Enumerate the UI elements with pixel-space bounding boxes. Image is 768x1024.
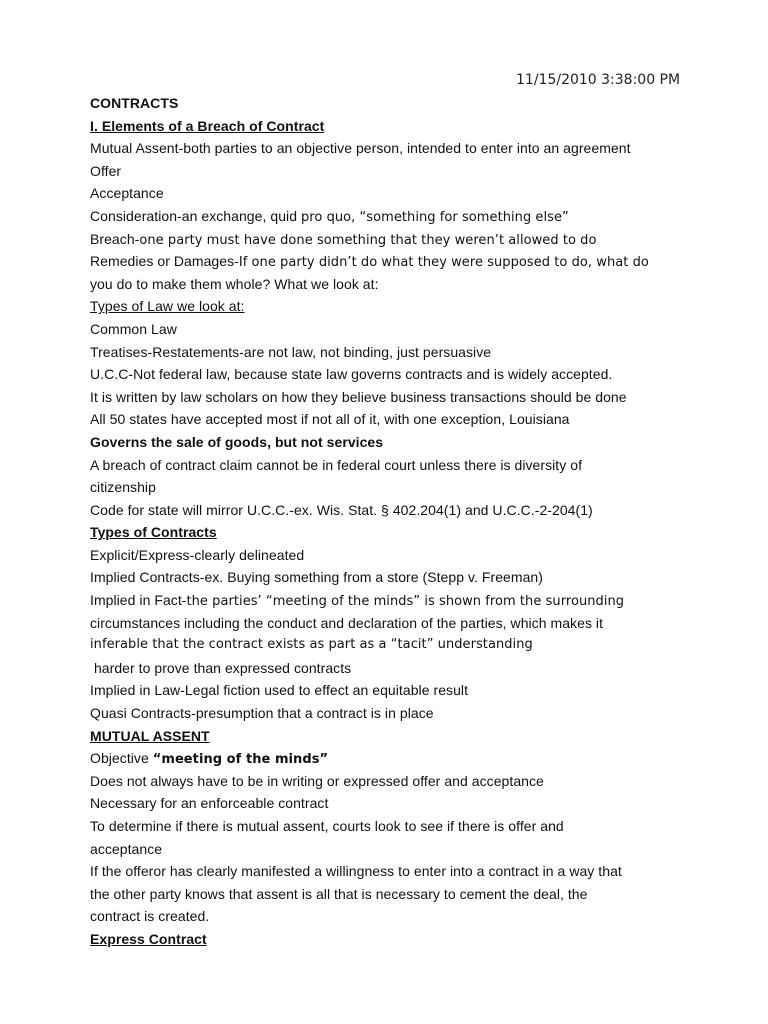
text-segment: Implied in Fact-	[90, 592, 187, 609]
text-segment: Remedies or Damages-	[90, 253, 239, 270]
text-segment-alt-font: pro quo, “something for something else”	[300, 209, 569, 225]
text-line: contract is created.	[90, 908, 210, 925]
document-body	[90, 92, 730, 951]
text-line: Implied in Law-Legal fiction used to effect an equitable result	[90, 682, 469, 699]
text-line: Implied Contracts-ex. Buying something from a store (Stepp v. Freeman)	[90, 569, 543, 586]
text-line: Common Law	[90, 320, 177, 337]
text-line: the other party knows that assent is all that is necessary to cement the deal, the	[90, 885, 588, 902]
text-line: Treatises-Restatements-are not law, not binding, just persuasive	[90, 343, 492, 360]
text-line: acceptance	[90, 840, 163, 857]
text-segment: Breach-	[90, 230, 140, 247]
text-line: Offer	[90, 162, 122, 179]
text-line: To determine if there is mutual assent, courts look to see if there is offer and	[90, 818, 564, 834]
section-heading-types-of-contracts: Types of Contracts	[90, 524, 217, 541]
text-line: Quasi Contracts-presumption that a contract is in place	[90, 705, 434, 722]
text-line: citizenship	[90, 479, 156, 496]
text-line: circumstances including the conduct and declaration of the parties, which makes it	[90, 614, 604, 631]
text-line	[90, 747, 730, 770]
text-segment: Consideration-an exchange, quid	[90, 207, 301, 224]
text-line: Mutual Assent-both parties to an objective person, intended to enter into an agreement	[90, 140, 631, 157]
text-line	[90, 250, 730, 273]
text-line: All 50 states have accepted most if not all of it, with one exception, Louisiana	[90, 411, 570, 428]
text-line: harder to prove than expressed contracts	[90, 659, 352, 676]
text-segment: Objective	[90, 750, 153, 767]
text-line-alt-font: inferable that the contract exists as part as a “tacit” understanding	[90, 637, 533, 653]
document-timestamp: 11/15/2010 3:38:00 PM	[516, 72, 681, 88]
text-segment-alt-font: the parties’ “meeting of the minds” is shown from the surrounding	[186, 594, 625, 610]
text-line: If the offeror has clearly manifested a willingness to enter into a contract in a way that	[90, 863, 622, 880]
document-title: CONTRACTS	[90, 95, 179, 111]
text-line: you do to make them whole? What we look at:	[90, 275, 379, 292]
text-line: Explicit/Express-clearly delineated	[90, 546, 305, 563]
bold-statement: Governs the sale of goods, but not services	[90, 433, 384, 450]
text-line: Code for state will mirror U.C.C.-ex. Wis. Stat. § 402.204(1) and U.C.C.-2-204(1)	[90, 501, 593, 518]
text-line	[90, 228, 730, 251]
subheading-types-of-law: Types of Law we look at:	[90, 298, 245, 315]
text-segment-alt-font: one party must have done something that they weren’t allowed to do	[139, 232, 597, 248]
text-line	[90, 205, 730, 228]
text-segment-bold-alt-font: “meeting of the minds”	[152, 752, 329, 768]
text-segment-alt-font: If one party didn’t do what they were supposed to do, what do	[238, 255, 649, 271]
text-line: Acceptance	[90, 185, 164, 202]
section-heading-express-contract: Express Contract	[90, 930, 207, 947]
text-line: U.C.C-Not federal law, because state law governs contracts and is widely accepted.	[90, 366, 613, 383]
text-line: Necessary for an enforceable contract	[90, 795, 329, 812]
text-line: It is written by law scholars on how they believe business transactions should be done	[90, 388, 627, 405]
section-heading-elements: I. Elements of a Breach of Contract	[90, 117, 325, 134]
text-line: A breach of contract claim cannot be in federal court unless there is diversity of	[90, 456, 583, 473]
text-line	[90, 589, 730, 612]
section-heading-mutual-assent: MUTUAL ASSENT	[90, 727, 210, 744]
text-line: Does not always have to be in writing or expressed offer and acceptance	[90, 772, 544, 789]
